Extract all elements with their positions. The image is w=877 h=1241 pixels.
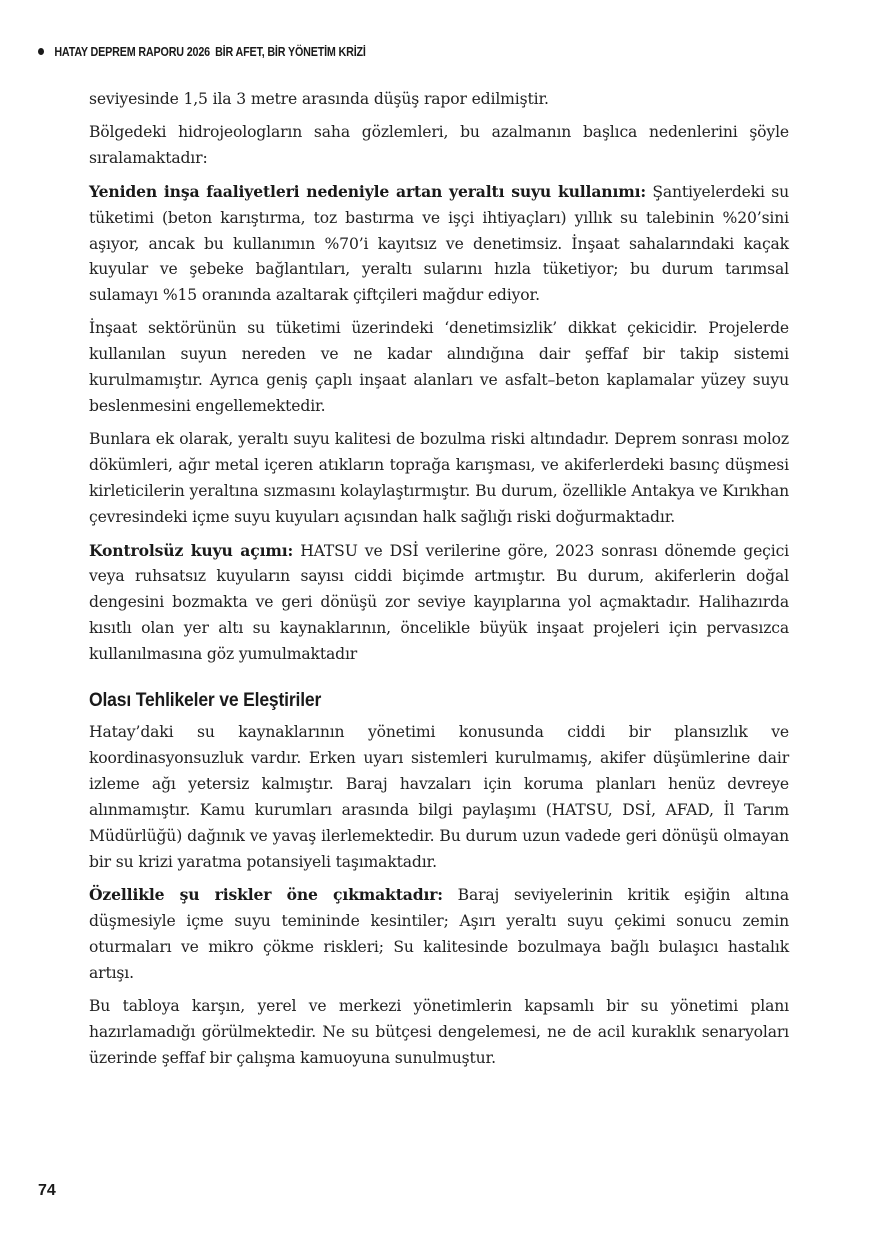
paragraph: Bu tabloya karşın, yerel ve merkezi yönetimlerin kapsamlı bir su yönetimi planı hazırlamadığı görülmektedir. Ne su bütçesi dengelemesi, ne de acil kuraklık senaryoları üzerinde şeffaf bir çalışma kamuoyuna sunulmuştur. [89, 997, 789, 1067]
bold-lead: Yeniden inşa faaliyetleri nedeniyle artan yeraltı suyu kullanımı: [89, 181, 646, 201]
paragraph-text: Şantiyelerdeki su tüketimi (beton karıştırma, toz bastırma ve işçi ihtiyaçları) yıllık su talebinin %20’sini aşıyor, ancak bu kullanımın %70’i kayıtsız ve denetimsiz. İnşaat sahalarındaki kaçak kuyular ve şebeke bağlantıları, yeraltı sularını hızla tüketiyor; bu durum tarımsal sulamayı %15 oranında azaltarak çiftçileri mağdur ediyor. [89, 182, 789, 305]
paragraph-text: Baraj seviyelerinin kritik eşiğin altına düşmesiyle içme suyu temininde kesintiler; Aşırı yeraltı suyu çekimi sonucu zemin oturmaları ve mikro çökme riskleri; Su kalitesinde bozulmaya bağlı bulaşıcı hastalık artışı. [89, 886, 789, 983]
section-heading: Olası Tehlikeler ve Eleştiriler [89, 689, 322, 712]
report-title: HATAY DEPREM RAPORU [54, 45, 184, 59]
paragraph-text: HATSU ve DSİ verilerine göre, 2023 sonrası dönemde geçici veya ruhsatsız kuyuların sayısı ciddi biçimde artmıştır. Bu durum, akiferlerin doğal dengesini bozmakta ve geri dönüşü zor seviye kayıplarına yol açmaktadır. Halihazırda kısıtlı olan yer altı su kaynaklarının, öncelikle büyük inşaat projeleri için pervasızca kullanılmasına göz yumulmaktadır [89, 541, 789, 664]
paragraph: Hatay’daki su kaynaklarının yönetimi konusunda ciddi bir plansızlık ve koordinasyonsuzluk vardır. Erken uyarı sistemleri kurulmamış, akifer düşümlerine dair izleme ağı yetersiz kalmıştır. Baraj havzaları için koruma planları henüz devreye alınmamıştır. Kamu kurumları arasında bilgi paylaşımı (HATSU, DSİ, AFAD, İl Tarım Müdürlüğü) dağınık ve yavaş ilerlemektedir. Bu durum uzun vadede geri dönüşü olmayan bir su krizi yaratma potansiyeli taşımaktadır. [89, 723, 789, 871]
paragraph [89, 882, 789, 987]
paragraph [89, 538, 789, 669]
paragraph: seviyesinde 1,5 ila 3 metre arasında düşüş rapor edilmiştir. [89, 90, 549, 108]
report-year: 2026 [186, 45, 210, 59]
paragraph: Bölgedeki hidrojeologların saha gözlemleri, bu azalmanın başlıca nedenlerini şöyle sıralamaktadır: [89, 122, 789, 167]
paragraph: İnşaat sektörünün su tüketimi üzerindeki ‘denetimsizlik’ dikkat çekicidir. Projelerde kullanılan suyun nereden ve ne kadar alındığına dair şeffaf bir takip sistemi kurulmamıştır. Ayrıca geniş çaplı inşaat alanları ve asfalt–beton kaplamalar yüzey suyu beslenmesini engellemektedir. [89, 319, 789, 415]
bold-lead: Özellikle şu riskler öne çıkmaktadır: [89, 885, 443, 905]
paragraph [89, 179, 789, 310]
report-subtitle: BİR AFET, BİR YÖNETİM KRİZİ [215, 45, 366, 59]
running-header [38, 45, 366, 59]
bullet-icon [38, 48, 44, 55]
bold-lead: Kontrolsüz kuyu açımı: [89, 540, 294, 560]
page-body [89, 87, 789, 1079]
paragraph: Bunlara ek olarak, yeraltı suyu kalitesi de bozulma riski altındadır. Deprem sonrası moloz dökümleri, ağır metal içeren atıkların toprağa karışması, ve akiferlerdeki basınç düşmesi kirleticilerin yeraltına sızmasını kolaylaştırmıştır. Bu durum, özellikle Antakya ve Kırıkhan çevresindeki içme suyu kuyuları açısından halk sağlığı riski doğurmaktadır. [89, 429, 789, 526]
page-number: 74 [38, 1182, 56, 1199]
